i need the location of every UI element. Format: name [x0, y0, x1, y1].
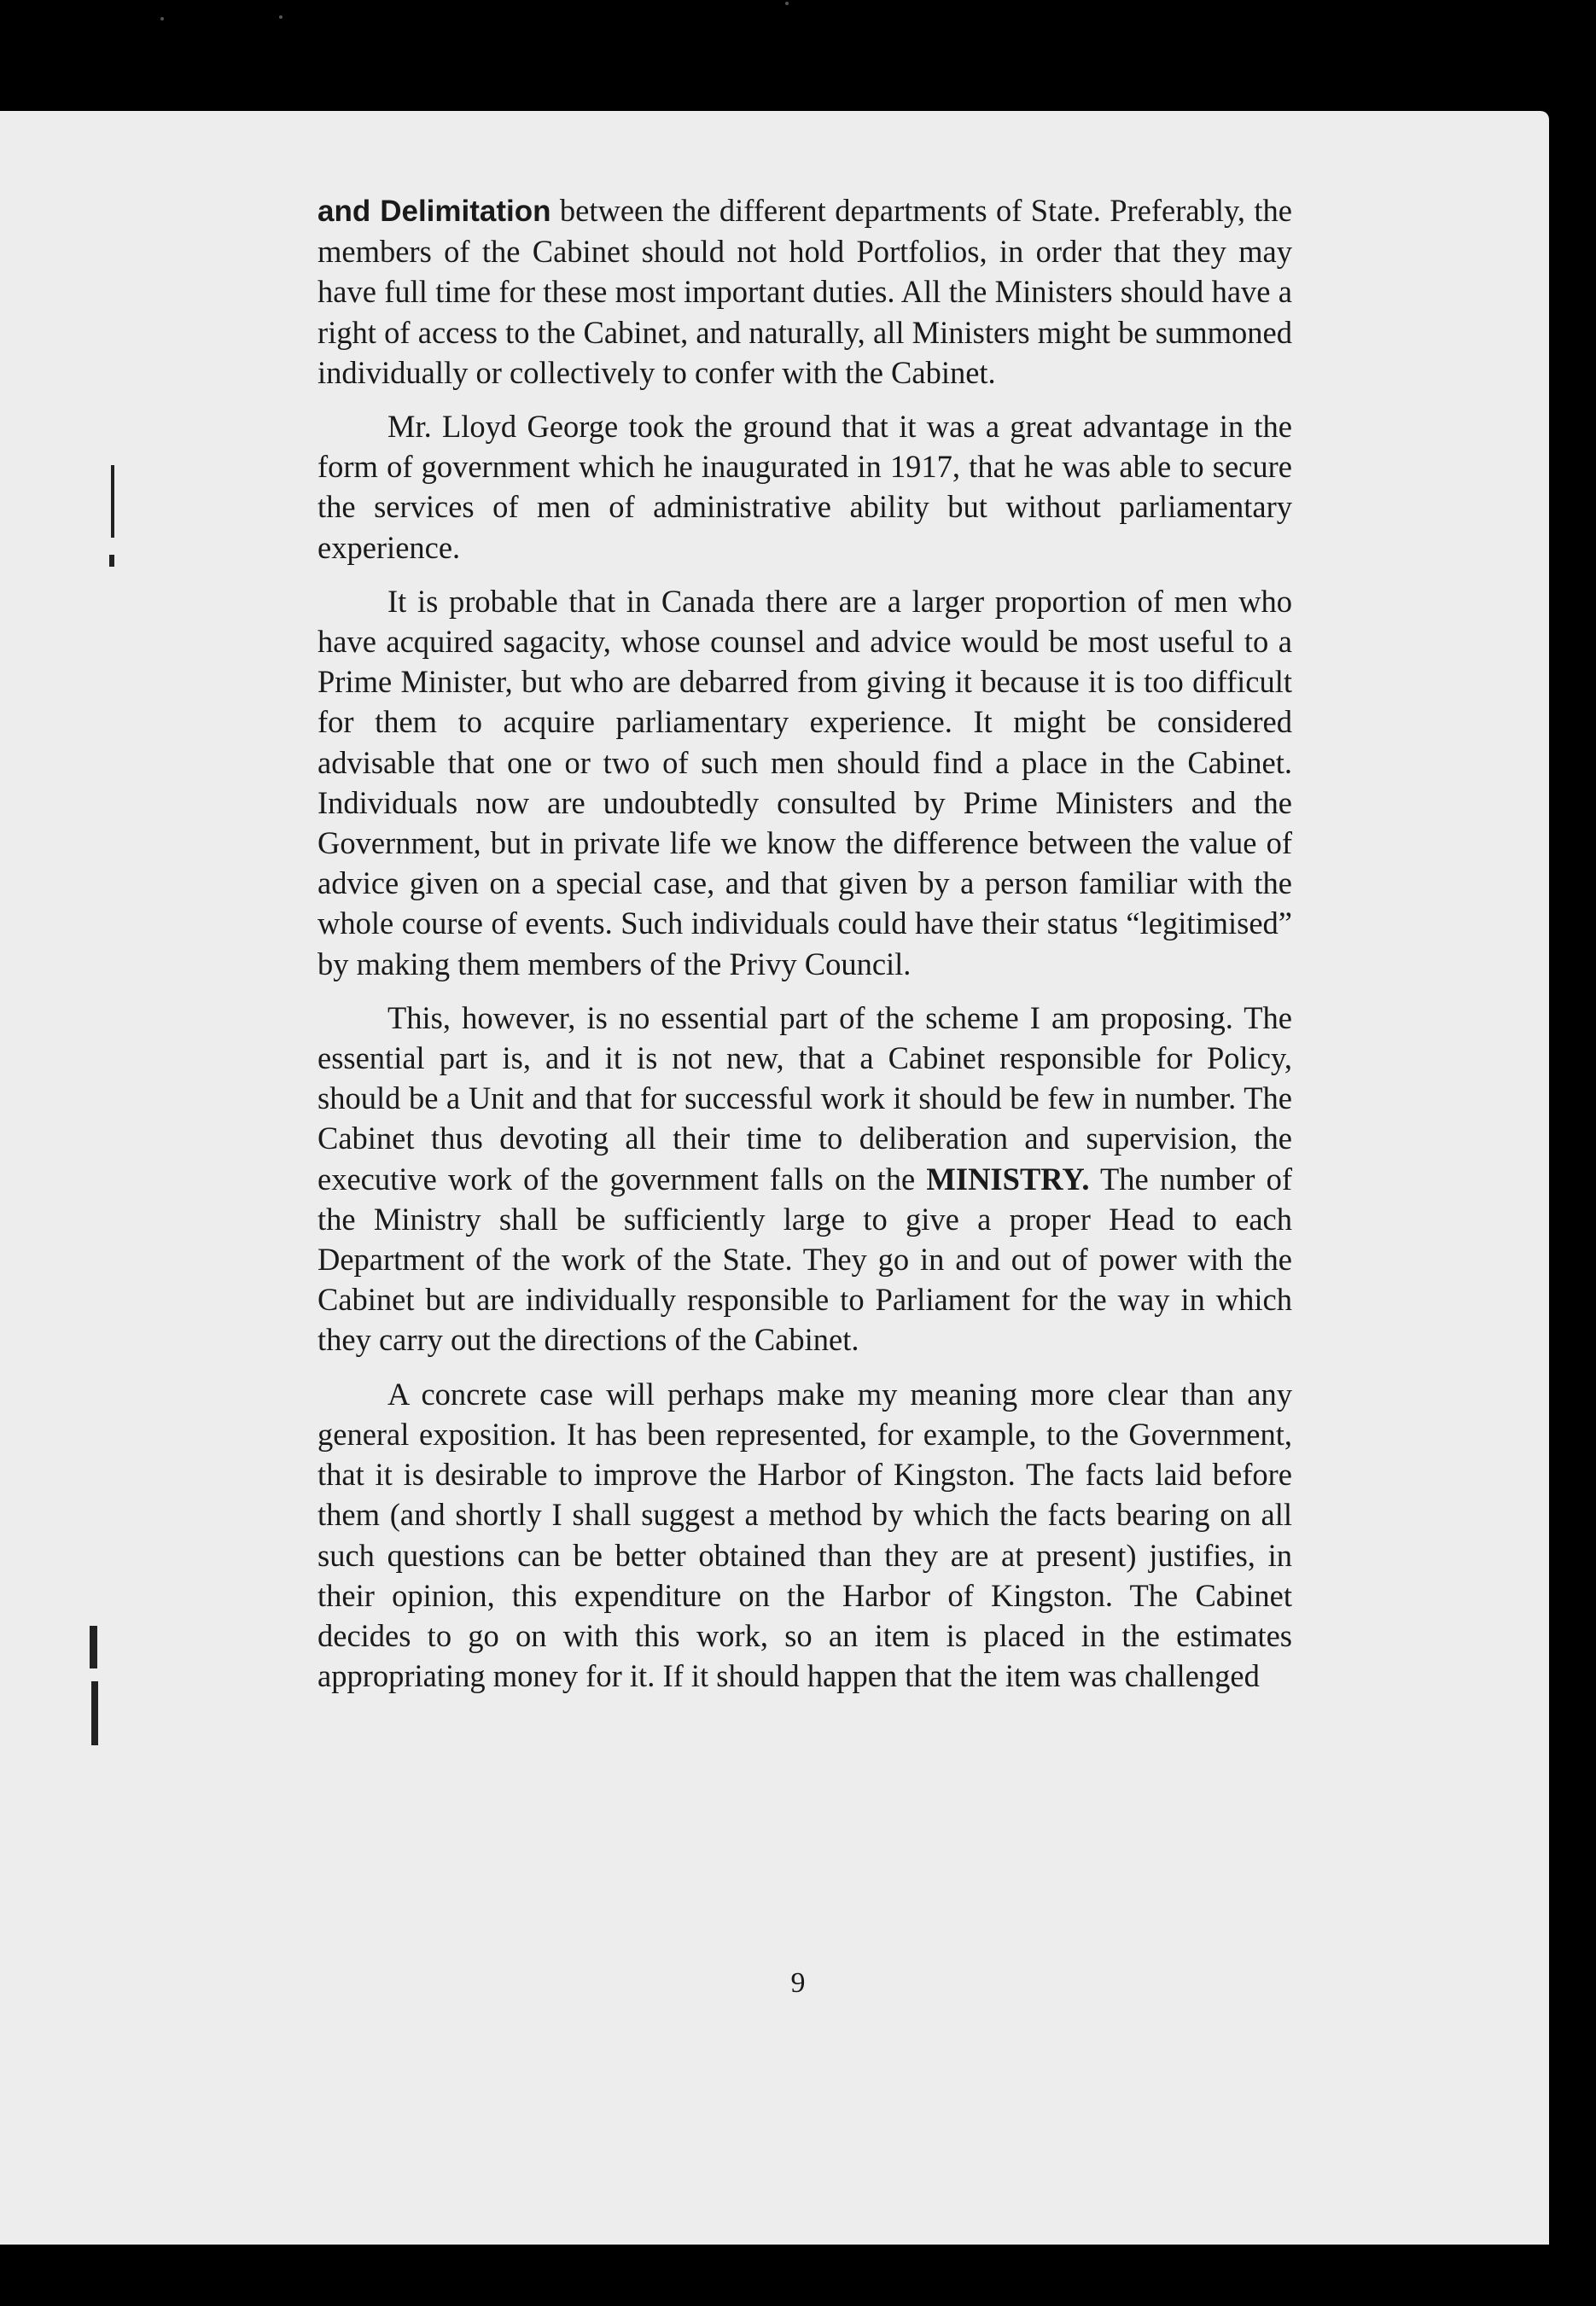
paragraph-text: This, however, is no essential part of the scheme I am proposing. The essential part is, and it is not new, that a Cabinet responsible for Policy, should be a Unit and that for successful work it should be few in number. The Cabinet thus devoting all their time to deliberation and supervision, the executive work of the government falls on the	[317, 999, 1292, 1197]
bold-term-ministry: MINISTRY.	[926, 1161, 1090, 1197]
scan-dust	[160, 17, 164, 20]
paragraph-3	[317, 581, 1292, 984]
paragraph-text: It is probable that in Canada there are a larger proportion of men who have acquired sagacity, whose counsel and advice would be most useful to a Prime Minister, but who are debarred from giving it because it is too difficult for them to acquire parliamentary experience. It might be considered advisable that one or two of such men should find a place in the Cabinet. Individuals now are undoubtedly consulted by Prime Ministers and the Government, but in private life we know the difference between the value of advice given on a special case, and that given by a person familiar with the whole course of events. Such individuals could have their status “legitimised” by making them members of the Privy Council.	[317, 583, 1292, 981]
paragraph-2	[317, 406, 1292, 568]
paragraph-1	[317, 190, 1292, 393]
paragraph-text: A concrete case will perhaps make my meaning more clear than any general exposition. It has been represented, for example, to the Government, that it is desirable to improve the Harbor of Kingston. The facts laid before them (and shortly I shall suggest a method by which the facts bearing on all such questions can be better obtained than they are at present) justifies, in their opinion, this expenditure on the Harbor of Kingston. The Cabinet decides to go on with this work, so an item is placed in the estimates appropriating money for it. If it should happen that the item was challenged	[317, 1376, 1292, 1694]
body-text	[317, 190, 1292, 1709]
scan-mark-bottom-a	[90, 1626, 97, 1668]
paragraph-4	[317, 998, 1292, 1360]
paragraph-5	[317, 1374, 1292, 1697]
scan-mark-top	[111, 465, 114, 538]
paragraph-text: Mr. Lloyd George took the ground that it was a great advantage in the form of government which he inaugurated in 1917, that he was able to secure the services of men of administrative ability but without parliamentary experience.	[317, 409, 1292, 565]
scan-mark-bottom-b	[91, 1681, 98, 1745]
scan-dust	[279, 15, 283, 19]
scan-mark-top-dot	[109, 555, 114, 567]
scan-dust	[785, 2, 789, 5]
page-number: 9	[790, 1967, 806, 1999]
bold-heading-term: and Delimitation	[317, 195, 551, 228]
paragraph-text: between the different departments of State. Preferably, the members of the Cabinet should not hold Portfolios, in order that they may have full time for these most important duties. All the Ministers should have a right of access to the Cabinet, and naturally, all Ministers might be summoned individually or collectively to confer with the Cabinet.	[317, 193, 1292, 390]
paragraph-text: The number of the Ministry shall be sufficiently large to give a proper Head to each Department of the work of the State. They go in and out of power with the Cabinet but are individually responsible to Parliament for the way in which they carry out the directions of the Cabinet.	[317, 1161, 1292, 1358]
